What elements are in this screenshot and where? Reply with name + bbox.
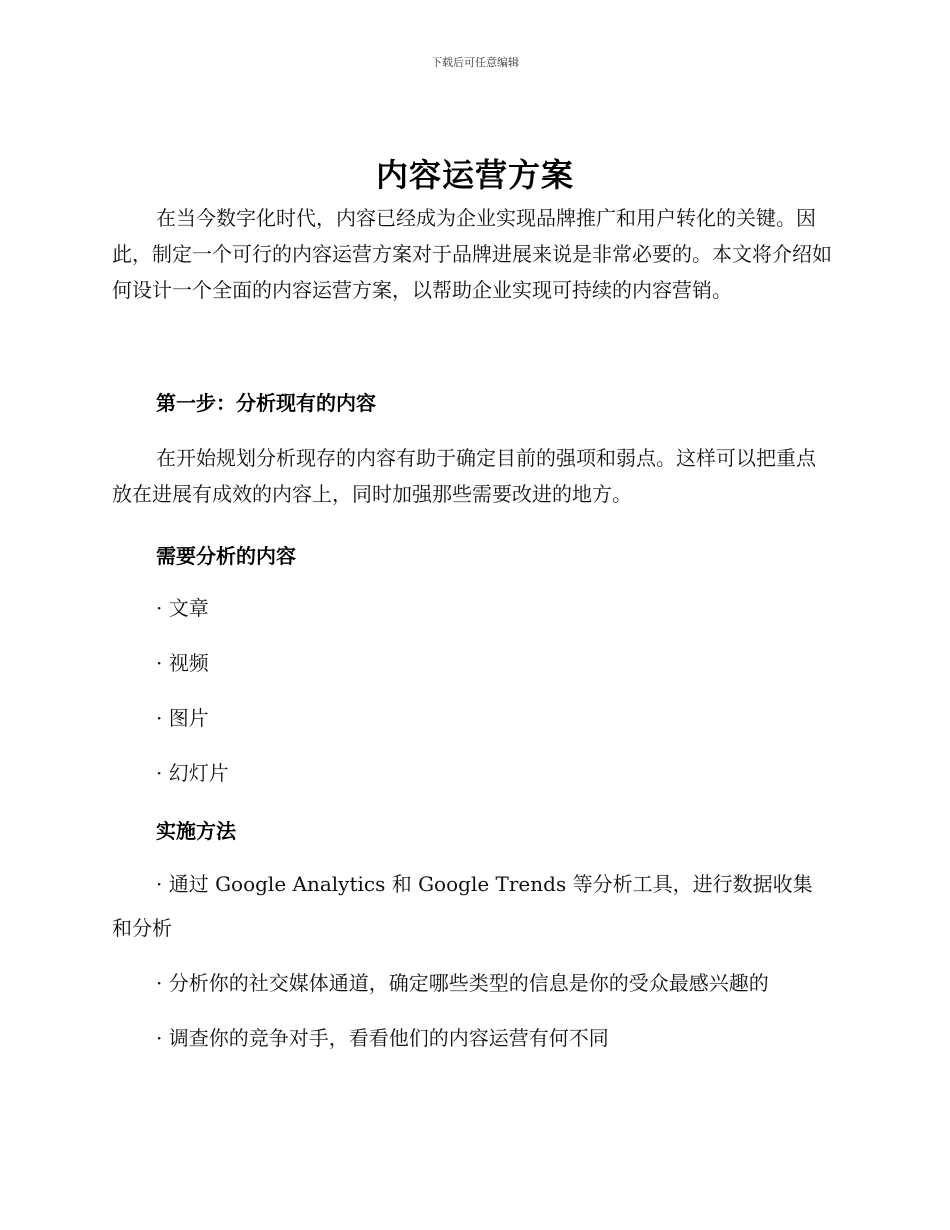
list-item: · 文章: [156, 596, 209, 620]
step1-paragraph: 在开始规划分析现存的内容有助于确定目前的强项和弱点。这样可以把重点放在进展有成效的内容上，同时加强那些需要改进的地方。: [112, 446, 816, 506]
method-heading: 实施方法: [156, 819, 236, 843]
intro-paragraph: 在当今数字化时代，内容已经成为企业实现品牌推广和用户转化的关键。因此，制定一个可行的内容运营方案对于品牌进展来说是非常必要的。本文将介绍如何设计一个全面的内容运营方案，以帮助企业实现可持续的内容营销。: [112, 206, 832, 302]
list-item: · 视频: [156, 651, 209, 675]
list-item: · 分析你的社交媒体通道，确定哪些类型的信息是你的受众最感兴趣的: [156, 971, 769, 995]
intro-section: [112, 200, 832, 308]
step1-heading: 第一步：分析现有的内容: [156, 391, 376, 415]
analyze-heading: 需要分析的内容: [156, 544, 296, 568]
list-item: · 通过 Google Analytics 和 Google Trends 等分析工具，进行数据收集和分析: [112, 872, 813, 940]
header-note: 下载后可任意编辑: [431, 56, 519, 69]
document-title: 内容运营方案: [375, 156, 574, 194]
list-item: · 图片: [156, 706, 209, 730]
method-list: [112, 862, 832, 1071]
step1-section: [112, 440, 832, 512]
list-item: · 调查你的竞争对手，看看他们的内容运营有何不同: [156, 1026, 609, 1050]
analyze-list: [156, 590, 229, 810]
list-item: · 幻灯片: [156, 761, 229, 785]
